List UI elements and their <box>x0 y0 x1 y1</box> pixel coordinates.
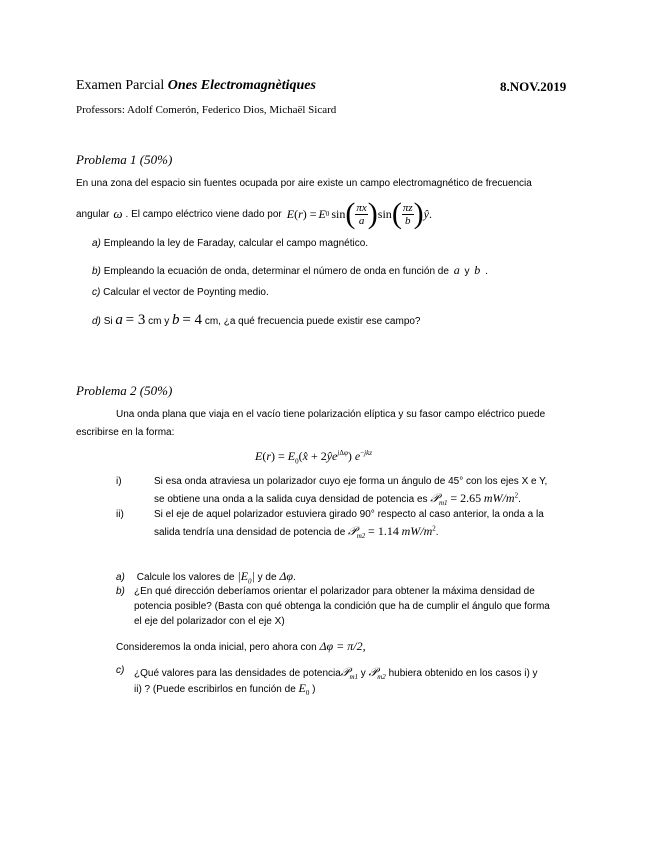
problem2-item-b-line3: el eje del polarizador con el eje X) <box>134 616 285 627</box>
problem2-roman-ii-line2: salida tendría una densidad de potencia de 𝒫$_{m2}$ = 1.14 $mW/m^2$. <box>154 524 439 540</box>
consider-line: Consideremos la onda inicial, pero ahora con Δφ = π/2, <box>116 639 366 653</box>
course-title: Ones Electromagnètiques <box>167 78 316 93</box>
exam-header <box>76 78 316 94</box>
problem2-intro-line1: Una onda plana que viaja en el vacío tiene polarización elíptica y su fasor campo eléctrico puede <box>116 409 546 420</box>
problem2-item-a: a) Calcule los valores de $|E_0|$ y de Δφ. <box>116 569 296 586</box>
problem2-item-c-line1: ¿Qué valores para las densidades de potencia𝒫$_{m1}$ y 𝒫$_{m2}$ hubiera obtenido en los casos i) y <box>134 665 538 681</box>
problem1-item-d: d) Si a = 3 cm y b = 4 cm, ¿a qué frecuencia puede existir ese campo? <box>92 312 421 328</box>
problem2-item-b-line1: ¿En qué dirección deberíamos orientar el polarizador para obtener la máxima densidad de <box>134 586 535 597</box>
problem1-item-c: c) Calcular el vector de Poynting medio. <box>92 287 269 298</box>
efield-equation: E ( r ) = E 0 sin ( $\frac{\pi x}{a}$ ) sin ( $\frac{\pi z}{b}$ ) ŷ . <box>286 197 432 230</box>
problem1-intro-line1: En una zona del espacio sin fuentes ocupada por aire existe un campo electromagnético de frecuencia <box>76 178 532 189</box>
problem1-intro-line2: angular ω . El campo eléctrico viene dado por E ( r ) = E 0 sin ( $\frac{\pi x}{a}$ ) sin ( $\frac{\pi z}{b}$ ) ŷ . <box>76 197 432 230</box>
omega-symbol: ω <box>113 206 123 221</box>
exam-date: 8.NOV.2019 <box>500 79 567 94</box>
problem2-roman-i-label: i) <box>116 476 122 487</box>
problem2-roman-i-line1: Si esa onda atraviesa un polarizador cuyo eje forma un ángulo de 45° con los ejes X e Y, <box>154 476 548 487</box>
problem2-item-b-label: b) <box>116 586 125 597</box>
problem2-item-c-line2: ii) ? (Puede escribirlos en función de $E_0$ ) <box>134 681 316 697</box>
problem2-item-c-label: c) <box>116 665 125 676</box>
exam-label: Examen Parcial <box>76 78 165 93</box>
problem2-roman-i-line2: se obtiene una onda a la salida cuya densidad de potencia es 𝒫$_{m1}$ = 2.65 $mW/m^2$. <box>154 491 521 507</box>
problem2-intro-line2: escribirse en la forma: <box>76 427 175 438</box>
problem1-title: Problema 1 (50%) <box>76 152 173 167</box>
problem2-roman-ii-label: ii) <box>116 509 124 520</box>
problem1-item-b: b) Empleando la ecuación de onda, determinar el número de onda en función de a y b . <box>92 263 488 277</box>
problem2-title: Problema 2 (50%) <box>76 383 173 398</box>
problem2-roman-ii-line1: Si el eje de aquel polarizador estuviera girado 90° respecto al caso anterior, la onda a la <box>154 509 544 520</box>
professors: Professors: Adolf Comerón, Federico Dios, Michaël Sicard <box>76 104 337 116</box>
phasor-equation: $E(r) = E_0(x̂$ + $2ŷe^{j\Delta\varphi}$) $e^{-jkz}$ <box>255 449 372 466</box>
problem1-item-a: a) Empleando la ley de Faraday, calcular el campo magnético. <box>92 238 369 249</box>
problem2-item-b-line2: potencia posible? (Basta con qué obtenga la condición que ha de cumplir el ángulo que forma <box>134 601 550 612</box>
